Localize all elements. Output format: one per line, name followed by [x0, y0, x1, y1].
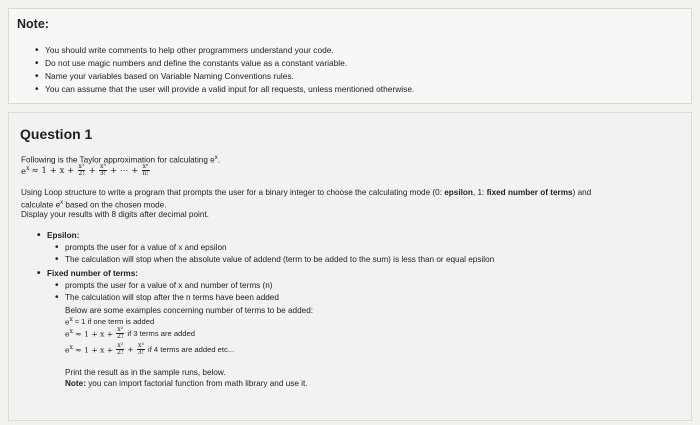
final-note: [65, 378, 308, 389]
frac-den: 2!: [78, 170, 85, 177]
task-text: ) and: [572, 188, 592, 197]
task-line-3: Display your results with 8 digits after decimal point.: [21, 210, 209, 219]
note-title: Note:: [17, 17, 49, 31]
note-list: [35, 44, 414, 96]
print-line: Print the result as in the sample runs, below.: [65, 368, 226, 377]
intro-end: .: [217, 155, 220, 165]
fraction-term-n: [141, 164, 149, 177]
frac-den: n!: [142, 170, 149, 177]
task-sup: x: [60, 200, 64, 206]
note-item: • Do not use magic numbers and define the constants value as a constant variable.: [35, 57, 414, 70]
note-panel: [8, 8, 692, 104]
fixed-item: • The calculation will stop after the n terms have been added: [65, 293, 279, 302]
epsilon-item: • The calculation will stop when the absolute value of addend (term to be added to the sum) is less than or equal epsilon: [65, 255, 494, 264]
example-1-text: ≈ 1 if one term is added: [74, 316, 155, 326]
fixed-heading: • Fixed number of terms:: [47, 269, 138, 278]
example-3-text: if 4 terms are added etc...: [148, 345, 235, 354]
frac-den: 3!: [99, 170, 106, 177]
task-text: calculate e: [21, 200, 61, 210]
task-text: Using Loop structure to write a program that prompts the user for a binary integer to choose the calculating mode (0:: [21, 188, 445, 197]
example-3: $e^x \approx 1 + x$ + $\frac{\text{x²}}{2!}$ + $\frac{\text{x³}}{3!}$ if 4 terms are added etc...: [65, 342, 235, 356]
formula-lhs: e: [21, 166, 27, 177]
fraction-term-3: [99, 164, 107, 177]
fraction-term-2: [77, 164, 85, 177]
formula-dots: + ⋯ +: [110, 165, 139, 176]
fixed-item: • prompts the user for a value of x and number of terms (n): [65, 281, 273, 290]
examples-intro: Below are some examples concerning number of terms to be added:: [65, 306, 314, 315]
note-item: • You can assume that the user will provide a valid input for all requests, unless mentioned otherwise.: [35, 83, 414, 96]
intro-text: Following is the Taylor approximation for calculating e: [21, 155, 215, 165]
task-line-1: [21, 187, 591, 198]
example-2: $e^x \approx 1 + x$ + $\frac{\text{x²}}{2!}$ if 3 terms are added: [65, 326, 195, 340]
final-note-label: Note:: [65, 379, 86, 388]
task-text: , 1:: [472, 188, 487, 197]
example-2-text: if 3 terms are added: [127, 329, 195, 338]
epsilon-heading: • Epsilon:: [47, 231, 79, 240]
formula-approx: ≈ 1 + x +: [31, 165, 75, 176]
example-1: $e^x$ ≈ 1 if one term is added: [65, 316, 155, 327]
taylor-formula: $e^x$ ≈ 1 + x + $\frac{\text{x²}}{2!}$ + $\frac{\text{x³}}{3!}$ + ⋯ + $\frac{\text{xⁿ}}{n!}$: [21, 163, 149, 177]
note-item: • Name your variables based on Variable Naming Conventions rules.: [35, 70, 414, 83]
frac-num: x²: [78, 163, 85, 170]
final-note-text: you can import factorial function from math library and use it.: [85, 379, 308, 388]
question-title: Question 1: [20, 126, 93, 142]
epsilon-item: • prompts the user for a value of x and epsilon: [65, 243, 227, 252]
note-item: • You should write comments to help other programmers understand your code.: [35, 44, 414, 57]
frac-num: xⁿ: [142, 163, 149, 170]
mode-fixed-label: fixed number of terms: [486, 188, 573, 197]
mode-epsilon-label: epsilon: [444, 188, 473, 197]
formula-sup: x: [26, 164, 30, 172]
task-text: based on the chosen mode.: [63, 200, 167, 210]
frac-num: x³: [99, 163, 106, 170]
question-panel: [8, 112, 692, 421]
intro-sup: x: [214, 155, 218, 161]
